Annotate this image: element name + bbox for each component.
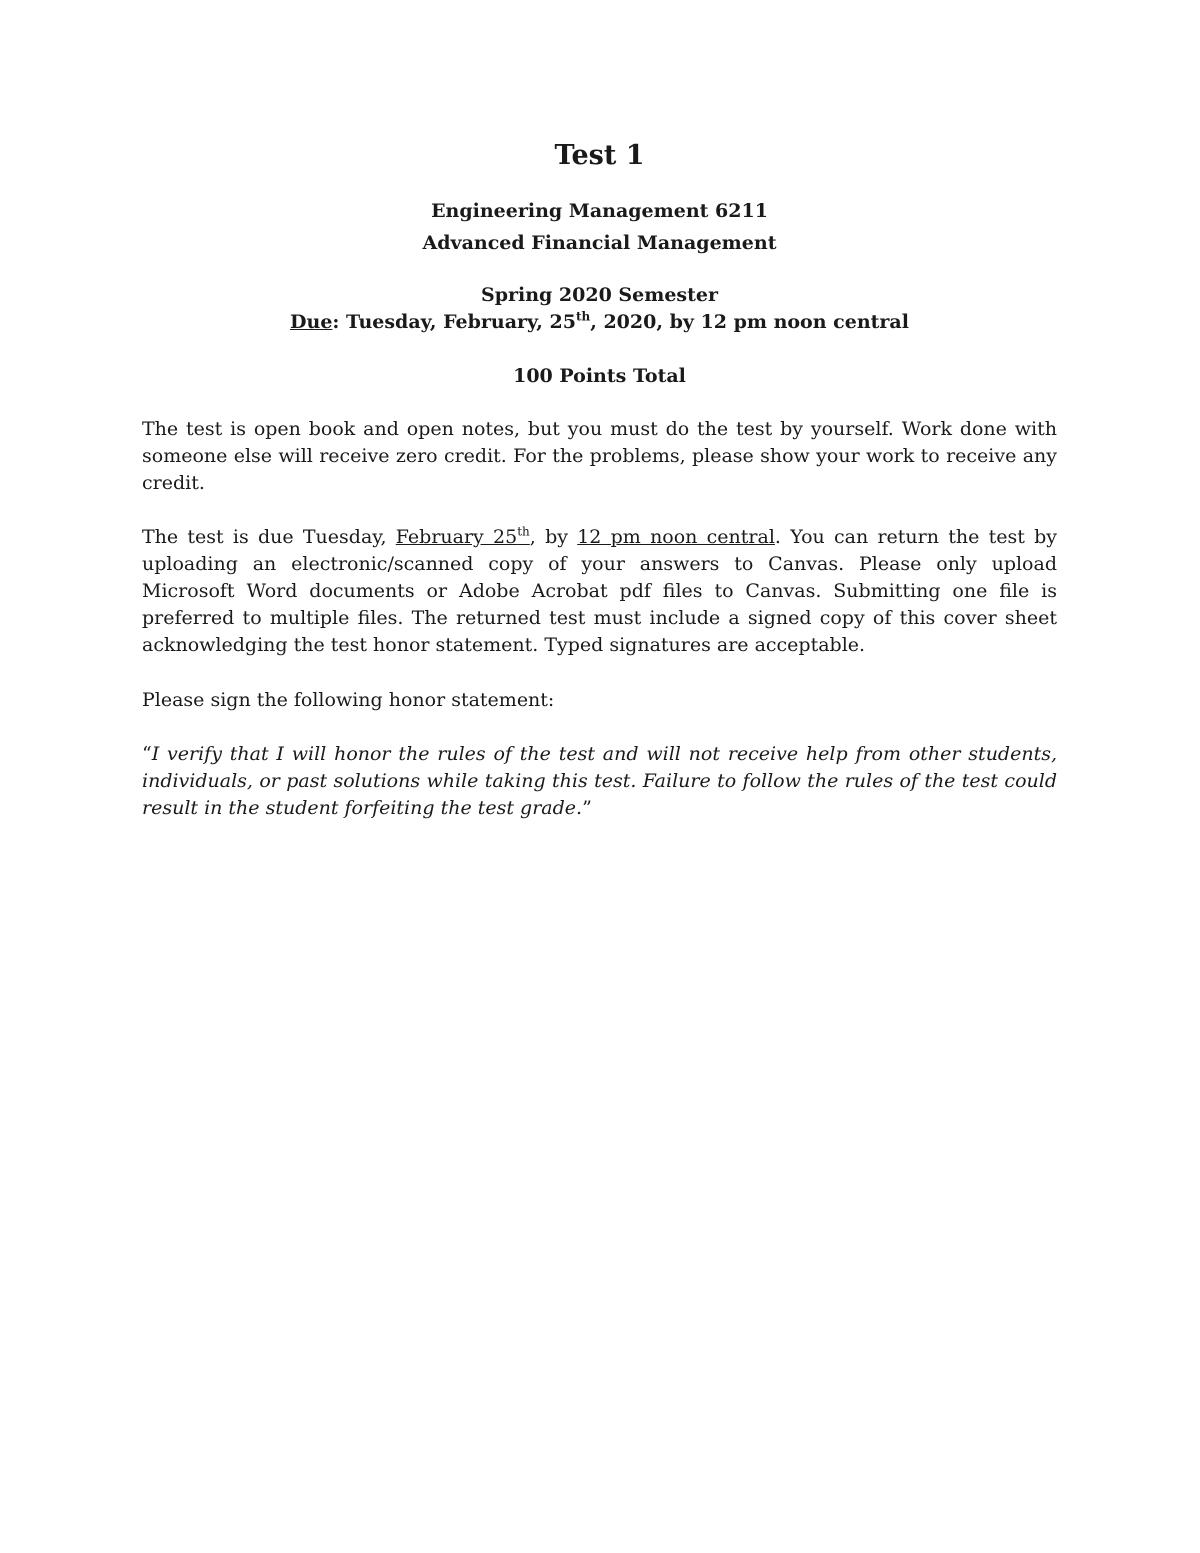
submission-due-date-text: February 25 [395, 526, 518, 548]
document-title: Test 1 [554, 140, 645, 171]
document-page [142, 0, 1057, 1553]
submission-due-date [396, 526, 530, 548]
open-quote: “ [142, 743, 152, 765]
points-total: 100 Points Total [513, 365, 686, 387]
honor-statement [142, 741, 1057, 822]
course-number: Engineering Management 6211 [431, 200, 768, 222]
due-date-suffix: th [575, 309, 591, 324]
submission-text-c: . You can return the test by uploading an electronic/scanned copy of your answers to Canvas. Please only upload Microsoft Word documents or Adobe Acrobat pdf files to Canvas. Submitting one file is preferred to multiple files. The returned test must include a signed copy of this cover sheet acknowledging the test honor statement. Typed signatures are acceptable. [142, 526, 1058, 656]
submission-due-time: 12 pm noon central [577, 526, 775, 548]
rules-paragraph: The test is open book and open notes, but you must do the test by yourself. Work done with someone else will receive zero credit. For the problems, please show your work to receive any credit. [142, 418, 1057, 494]
honor-statement-text: I verify that I will honor the rules of the test and will not receive help from other students, individuals, or past solutions while taking this test. Failure to follow the rules of the test could result in the student forfeiting the test grade. [142, 743, 1057, 819]
submission-due-date-suffix: th [517, 524, 530, 539]
due-date: : Tuesday, February, 25 [332, 311, 576, 333]
submission-paragraph [142, 524, 1057, 659]
semester-line: Spring 2020 Semester [480, 284, 719, 306]
honor-instruction: Please sign the following honor statement: [142, 689, 555, 711]
course-subject: Advanced Financial Management [422, 232, 777, 254]
due-time: , 2020, by 12 pm noon central [590, 311, 909, 333]
close-quote: ” [582, 797, 592, 819]
submission-text-a: The test is due Tuesday, [142, 526, 396, 548]
due-label: Due [290, 311, 333, 333]
due-line [142, 308, 1057, 336]
submission-text-b: , by [529, 526, 578, 548]
